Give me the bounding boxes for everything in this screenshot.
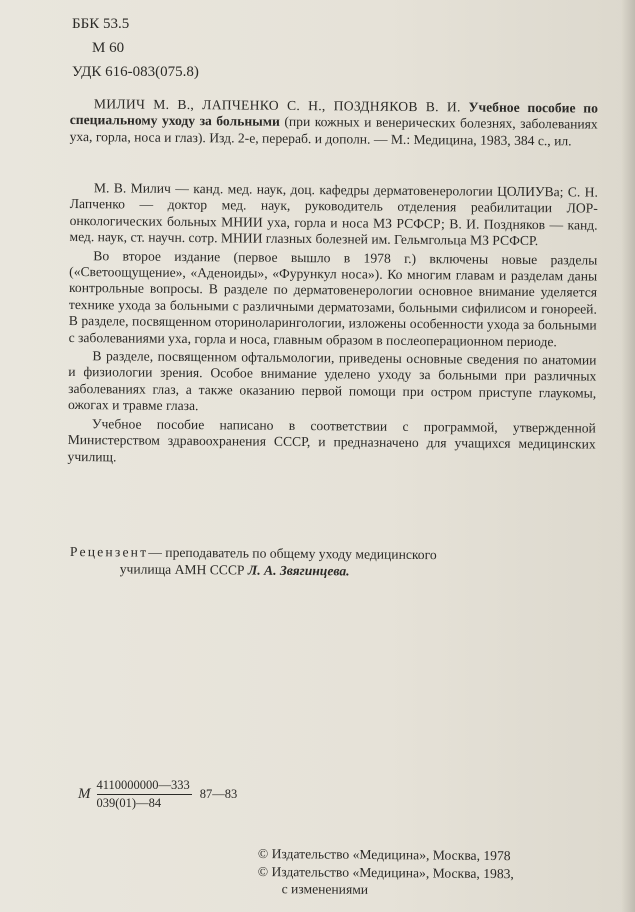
formula-denominator: 039(01)—84 [96,796,162,810]
reviewer-line2: училища АМН СССР [119,561,245,578]
copyright-line3: с изменениями [281,881,369,897]
copyright-line2: © Издательство «Медицина», Москва, 1983, [257,863,514,881]
annotation-text [68,180,598,470]
formula-fraction [97,778,192,811]
bbk-code: ББК 53.5 [72,16,130,32]
copyright-line1: © Издательство «Медицина», Москва, 1978 [257,845,511,864]
reviewer-name: Л. А. Звягинцева. [247,562,350,579]
formula-letter: М [78,786,91,802]
authors: МИЛИЧ М. В., ЛАПЧЕНКО С. Н., ПОЗДНЯКОВ В. И. [93,96,461,115]
reviewer-label: Рецензент [69,543,149,560]
reviewer-line1: — преподаватель по общему уходу медицинского [148,544,437,563]
udk-code: УДК 616-083(075.8) [72,64,199,80]
reviewer-note [70,543,598,582]
paragraph-edition: Во второе издание (первое вышло в 1978 г.) включены новые разделы («Светоощущение», «Аденоиды», «Фурункул носа»). Ко многим главам и разделам даны контрольные вопросы. В разделе по дерматовенерологии основное внимание уделяется технике ухода за больными с различными дерматозами, больными сифилисом и гонореей. В разделе, посвященном оториноларингологии, изложены особенности ухода за больными с заболеваниями уха, горла и носа, главным образом в послеоперационном периоде. [68,247,598,349]
catalog-formula [78,778,237,811]
classification-codes [72,12,199,84]
publication-details: (при кожных и венерических болезнях, заболеваниях уха, горла, носа и глаз). Изд. 2-е, перераб. и дополн. — М.: Медицина, 1983, 384 с., ил. [69,114,598,149]
copyright-block [258,845,515,900]
paragraph-authors-info: М. В. Милич — канд. мед. наук, доц. кафедры дерматовенерологии ЦОЛИУВа; С. Н. Лапченко — доктор мед. наук, руководитель отделения реабилитации ЛОР-онкологических больных МНИИ уха, горла и носа МЗ РСФСР; В. И. Поздняков — канд. мед. наук, ст. научн. сотр. МНИИ глазных болезней им. Гельмгольца МЗ РСФСР. [69,180,598,249]
paragraph-ophthalmology: В разделе, посвященном офтальмологии, приведены основные сведения по анатомии и физиологии зрения. Особое внимание уделено уходу за больными при различных заболеваниях глаз, а также оказанию первой помощи при остром приступе глаукомы, ожогах и травме глаза. [67,348,597,414]
formula-numerator: 4110000000—333 [97,778,192,795]
book-title: Учебное пособие по специальному уходу за больными [69,99,598,130]
paragraph-purpose: Учебное пособие написано в соответствии с программой, утвержденной Министерством здравоохранения СССР, и предназначено для учащихся медицинских училищ. [67,415,596,464]
formula-suffix: 87—83 [199,787,238,801]
bibliographic-record [70,96,598,150]
author-mark: М 60 [92,40,125,56]
